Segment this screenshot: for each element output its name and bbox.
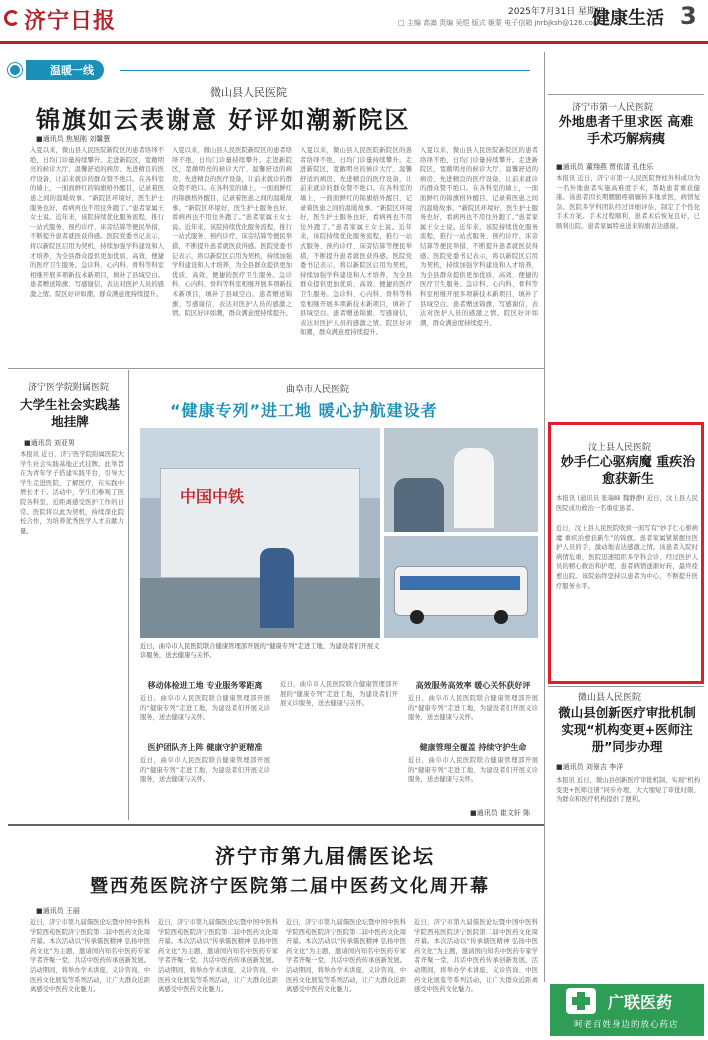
feature-photo-bus [384,536,538,638]
editor-meta: □ 主编 高嵩 责编 吴恺 版式 姬蒙 电子信箱 jnrbjksh@126.com [398,19,600,27]
feature-subhead: 移动体检进工地 专业服务零距离 [147,681,263,690]
column-divider [128,370,129,820]
masthead [0,0,708,44]
article-hospital: 济宁医学院附属医院 [28,383,110,393]
newspaper-logo: 济宁日报 [24,8,117,34]
logo-icon [4,10,20,26]
section-divider [8,824,544,826]
article-headline: 微山县创新医疗审批机制 实现“机构变更+医师注册”同步办理 [558,705,696,754]
article-hospital: 济宁市第一人民医院 [572,103,654,113]
article-body: 本报讯 近日，济宁医学院附属医院大学生社会实践基地正式挂牌。此举旨在为青年学子搭建实践平台，引导大学生走进医院、了解医疗，在实践中增长才干。活动中，学生们参观了医院各科室，近距离感受医护工作的日常。医院将以此为契机，持续深化院校合作，为培养优秀医学人才贡献力量。 [20,451,124,535]
warm-icon [8,63,22,77]
article-headline: 外地患者千里求医 高难手术巧解病痍 [558,115,694,147]
article-body: 近日，济宁市第九届儒医论坛暨中国中医科学院西苑医院济宁医院第二届中医药文化周开幕。本次活动以“传承儒医精神 弘扬中医药文化”为主题，邀请国内知名中医药专家学者齐聚一堂，共话中医药传承创新发展。活动期间，将举办学术讲座、义诊咨询、中医药文化展览等系列活动，让广大群众近距离感受中医药文化魅力。 [414,919,538,994]
feature-body: 近日，曲阜市人民医院联合健康管理部开展的“健康专列”走进工地，为建设者们开展义诊服务，送去健康与关怀。 [408,757,538,784]
article-headline: 大学生社会实践基地挂牌 [20,397,121,429]
section-divider [548,94,704,95]
section-divider [548,686,704,687]
kicker-rule [120,70,530,71]
section-divider [8,368,544,369]
article-body: 本报讯 近日，微山县创新医疗审批机制，实现“机构变更+医师注册”同步办理，大大缩短了审批时限，为群众和医疗机构提供了便利。 [556,777,700,804]
feature-byline: ■通讯员 崔文轩 陈 [470,809,531,817]
feature-body: 近日，曲阜市人民医院联合健康管理部开展的“健康专列”走进工地，为建设者们开展义诊服务，送去健康与关怀。 [280,681,398,708]
feature-photo-checkup [384,428,538,532]
article-byline: ■通讯员 刘亚男 [24,439,75,447]
article-headline: 锦旗如云表谢意 好评如潮新院区 [36,105,411,134]
feature-subhead: 医护团队齐上阵 健康守护更精准 [147,743,263,752]
feature-photo-main [140,428,380,638]
article-body: 近日，济宁市第九届儒医论坛暨中国中医科学院西苑医院济宁医院第二届中医药文化周开幕。本次活动以“传承儒医精神 弘扬中医药文化”为主题，邀请国内知名中医药专家学者齐聚一堂，共话中医药传承创新发展。活动期间，将举办学术讲座、义诊咨询、中医药文化展览等系列活动，让广大群众近距离感受中医药文化魅力。 [158,919,278,994]
feature-headline: “健康专列”进工地 暖心护航建设者 [170,401,438,420]
feature-body: 近日，曲阜市人民医院联合健康管理部开展的“健康专列”走进工地，为建设者们开展义诊服务，送去健康与关怀。 [408,695,538,722]
ad-slogan: 呵老百姓身边的放心药店 [574,1020,679,1030]
photo-caption: 近日，曲阜市人民医院联合健康管理部开展的“健康专列”走进工地，为建设者们开展义诊服务，送去健康与关怀。 [140,643,380,659]
article-byline: ■通讯员 董翔燕 贾依清 孔佳乐 [556,163,654,171]
article-hospital: 微山县人民医院 [210,86,287,99]
page-number: 3 [680,2,697,30]
bottom-headline-line2: 暨西苑医院济宁医院第二届中医药文化周开幕 [90,876,490,897]
article-body: 入夏以来，微山县人民医院新院区的患者络绎不绝，日均门诊量持续攀升。走进新院区，宽敞明亮的候诊大厅、温馨舒适的病房、先进精良的医疗设备，让前来就诊的群众赞不绝口。在各科室的墙上，一面面鲜红的锦旗格外醒目，记录着医患之间的温暖故事。“新院区环境好，医生护士服务也好，看病再也不用往外跑了。”患者家属王女士说。近年来，该院持续优化服务流程，推行一站式服务、预约诊疗、床旁结算等便民举措，不断提升患者就医获得感。医院党委书记表示，将以新院区启用为契机，持续加强学科建设和人才培养，为全县群众提供更加优质、高效、便捷的医疗卫生服务。急诊科、心内科、骨科等科室相继开展多项新技术新项目，填补了县域空白。患者赠送锦旗、写感谢信，表达对医护人员的感激之情。院区好评如潮，群众满意度持续提升。 [300,147,412,337]
article-byline: ■通讯员 焦旭刚 刘馨慧 [36,135,111,143]
article-byline: ■通讯员 刘景吉 李洋 [556,763,624,771]
feature-subhead: 健康管理全覆盖 持续守护生命 [419,743,527,752]
article-headline: 妙手仁心驱病魔 重疾治愈获新生 [560,455,696,487]
photo-sign: 中国中铁 [180,487,245,506]
column-kicker: 温暖一线 [26,60,104,80]
article-body: 入夏以来，微山县人民医院新院区的患者络绎不绝，日均门诊量持续攀升。走进新院区，宽敞明亮的候诊大厅、温馨舒适的病房、先进精良的医疗设备，让前来就诊的群众赞不绝口。在各科室的墙上，一面面鲜红的锦旗格外醒目，记录着医患之间的温暖故事。“新院区环境好，医生护士服务也好，看病再也不用往外跑了。”患者家属王女士说。近年来，该院持续优化服务流程，推行一站式服务、预约诊疗、床旁结算等便民举措，不断提升患者就医获得感。医院党委书记表示，将以新院区启用为契机，持续加强学科建设和人才培养，为全县群众提供更加优质、高效、便捷的医疗卫生服务。急诊科、心内科、骨科等科室相继开展多项新技术新项目，填补了县域空白。患者赠送锦旗、写感谢信，表达对医护人员的感激之情。院区好评如潮，群众满意度持续提升。 [420,147,538,327]
article-body: 近日，汶上县人民医院收到一面写有“妙手仁心驱病魔 重疾治愈获新生”的锦旗。患者家属紧紧握住医护人员的手，激动地表达感激之情。该患者入院时病情危重，医院迅速组织多学科会诊，经过医护人员的精心救治和护理，患者病情逐渐好转，最终痊愈出院。该院始终坚持以患者为中心，不断提升医疗服务水平。 [556,525,698,590]
column-divider [544,52,545,982]
article-byline: ■通讯员 王丽 [36,907,80,915]
article-body: 本报讯 近日，济宁市第一人民医院脊柱外科成功为一名外地患者实施高难度手术，帮助患者重获健康。该患者因长期腰腿疼痛辗转多地求医，病情复杂。医院多学科团队经过详细评估，制定了个性化手术方案。手术过程顺利，患者术后恢复良好，已顺利出院。患者家属特意送来锦旗表达感谢。 [556,175,700,230]
article-hospital: 微山县人民医院 [578,693,642,703]
feature-hospital: 曲阜市人民医院 [286,385,350,395]
bottom-headline-line1: 济宁市第九届儒医论坛 [215,844,435,868]
issue-date: 2025年7月31日 星期四 [508,7,605,17]
article-body: 近日，济宁市第九届儒医论坛暨中国中医科学院西苑医院济宁医院第二届中医药文化周开幕。本次活动以“传承儒医精神 弘扬中医药文化”为主题，邀请国内知名中医药专家学者齐聚一堂，共话中医药传承创新发展。活动期间，将举办学术讲座、义诊咨询、中医药文化展览等系列活动，让广大群众近距离感受中医药文化魅力。 [286,919,406,994]
article-body: 入夏以来，微山县人民医院新院区的患者络绎不绝，日均门诊量持续攀升。走进新院区，宽敞明亮的候诊大厅、温馨舒适的病房、先进精良的医疗设备，让前来就诊的群众赞不绝口。在各科室的墙上，一面面鲜红的锦旗格外醒目，记录着医患之间的温暖故事。“新院区环境好，医生护士服务也好，看病再也不用往外跑了。”患者家属王女士说。近年来，该院持续优化服务流程，推行一站式服务、预约诊疗、床旁结算等便民举措，不断提升患者就医获得感。医院党委书记表示，将以新院区启用为契机，持续加强学科建设和人才培养，为全县群众提供更加优质、高效、便捷的医疗卫生服务。急诊科、心内科、骨科等科室相继开展多项新技术新项目，填补了县域空白。患者赠送锦旗、写感谢信，表达对医护人员的感激之情。院区好评如潮，群众满意度持续提升。 [172,147,292,318]
feature-body: 近日，曲阜市人民医院联合健康管理部开展的“健康专列”走进工地，为建设者们开展义诊服务，送去健康与关怀。 [140,757,270,784]
feature-body: 近日，曲阜市人民医院联合健康管理部开展的“健康专列”走进工地，为建设者们开展义诊服务，送去健康与关怀。 [140,695,270,722]
section-title: 健康生活 [592,8,664,29]
article-hospital: 汶上县人民医院 [588,443,652,453]
article-body: 入夏以来，微山县人民医院新院区的患者络绎不绝，日均门诊量持续攀升。走进新院区，宽敞明亮的候诊大厅、温馨舒适的病房、先进精良的医疗设备，让前来就诊的群众赞不绝口。在各科室的墙上，一面面鲜红的锦旗格外醒目，记录着医患之间的温暖故事。“新院区环境好，医生护士服务也好，看病再也不用往外跑了。”患者家属王女士说。近年来，该院持续优化服务流程，推行一站式服务、预约诊疗、床旁结算等便民举措，不断提升患者就医获得感。医院党委书记表示，将以新院区启用为契机，持续加强学科建设和人才培养，为全县群众提供更加优质、高效、便捷的医疗卫生服务。急诊科、心内科、骨科等科室相继开展多项新技术新项目，填补了县域空白。患者赠送锦旗、写感谢信，表达对医护人员的感激之情。院区好评如潮，群众满意度持续提升。 [30,147,164,298]
pharmacy-logo-icon [566,988,596,1014]
article-body: 近日，济宁市第九届儒医论坛暨中国中医科学院西苑医院济宁医院第二届中医药文化周开幕。本次活动以“传承儒医精神 弘扬中医药文化”为主题，邀请国内知名中医药专家学者齐聚一堂，共话中医药传承创新发展。活动期间，将举办学术讲座、义诊咨询、中医药文化展览等系列活动，让广大群众近距离感受中医药文化魅力。 [30,919,150,994]
ad-title: 广联医药 [608,993,673,1012]
article-byline: 本报讯 (通讯员 张瑞峰 魏静静) 近日，汶上县人民医院成功救治一名重症患者。 [556,495,698,512]
feature-subhead: 高效服务高效率 暖心关怀获好评 [415,681,531,690]
